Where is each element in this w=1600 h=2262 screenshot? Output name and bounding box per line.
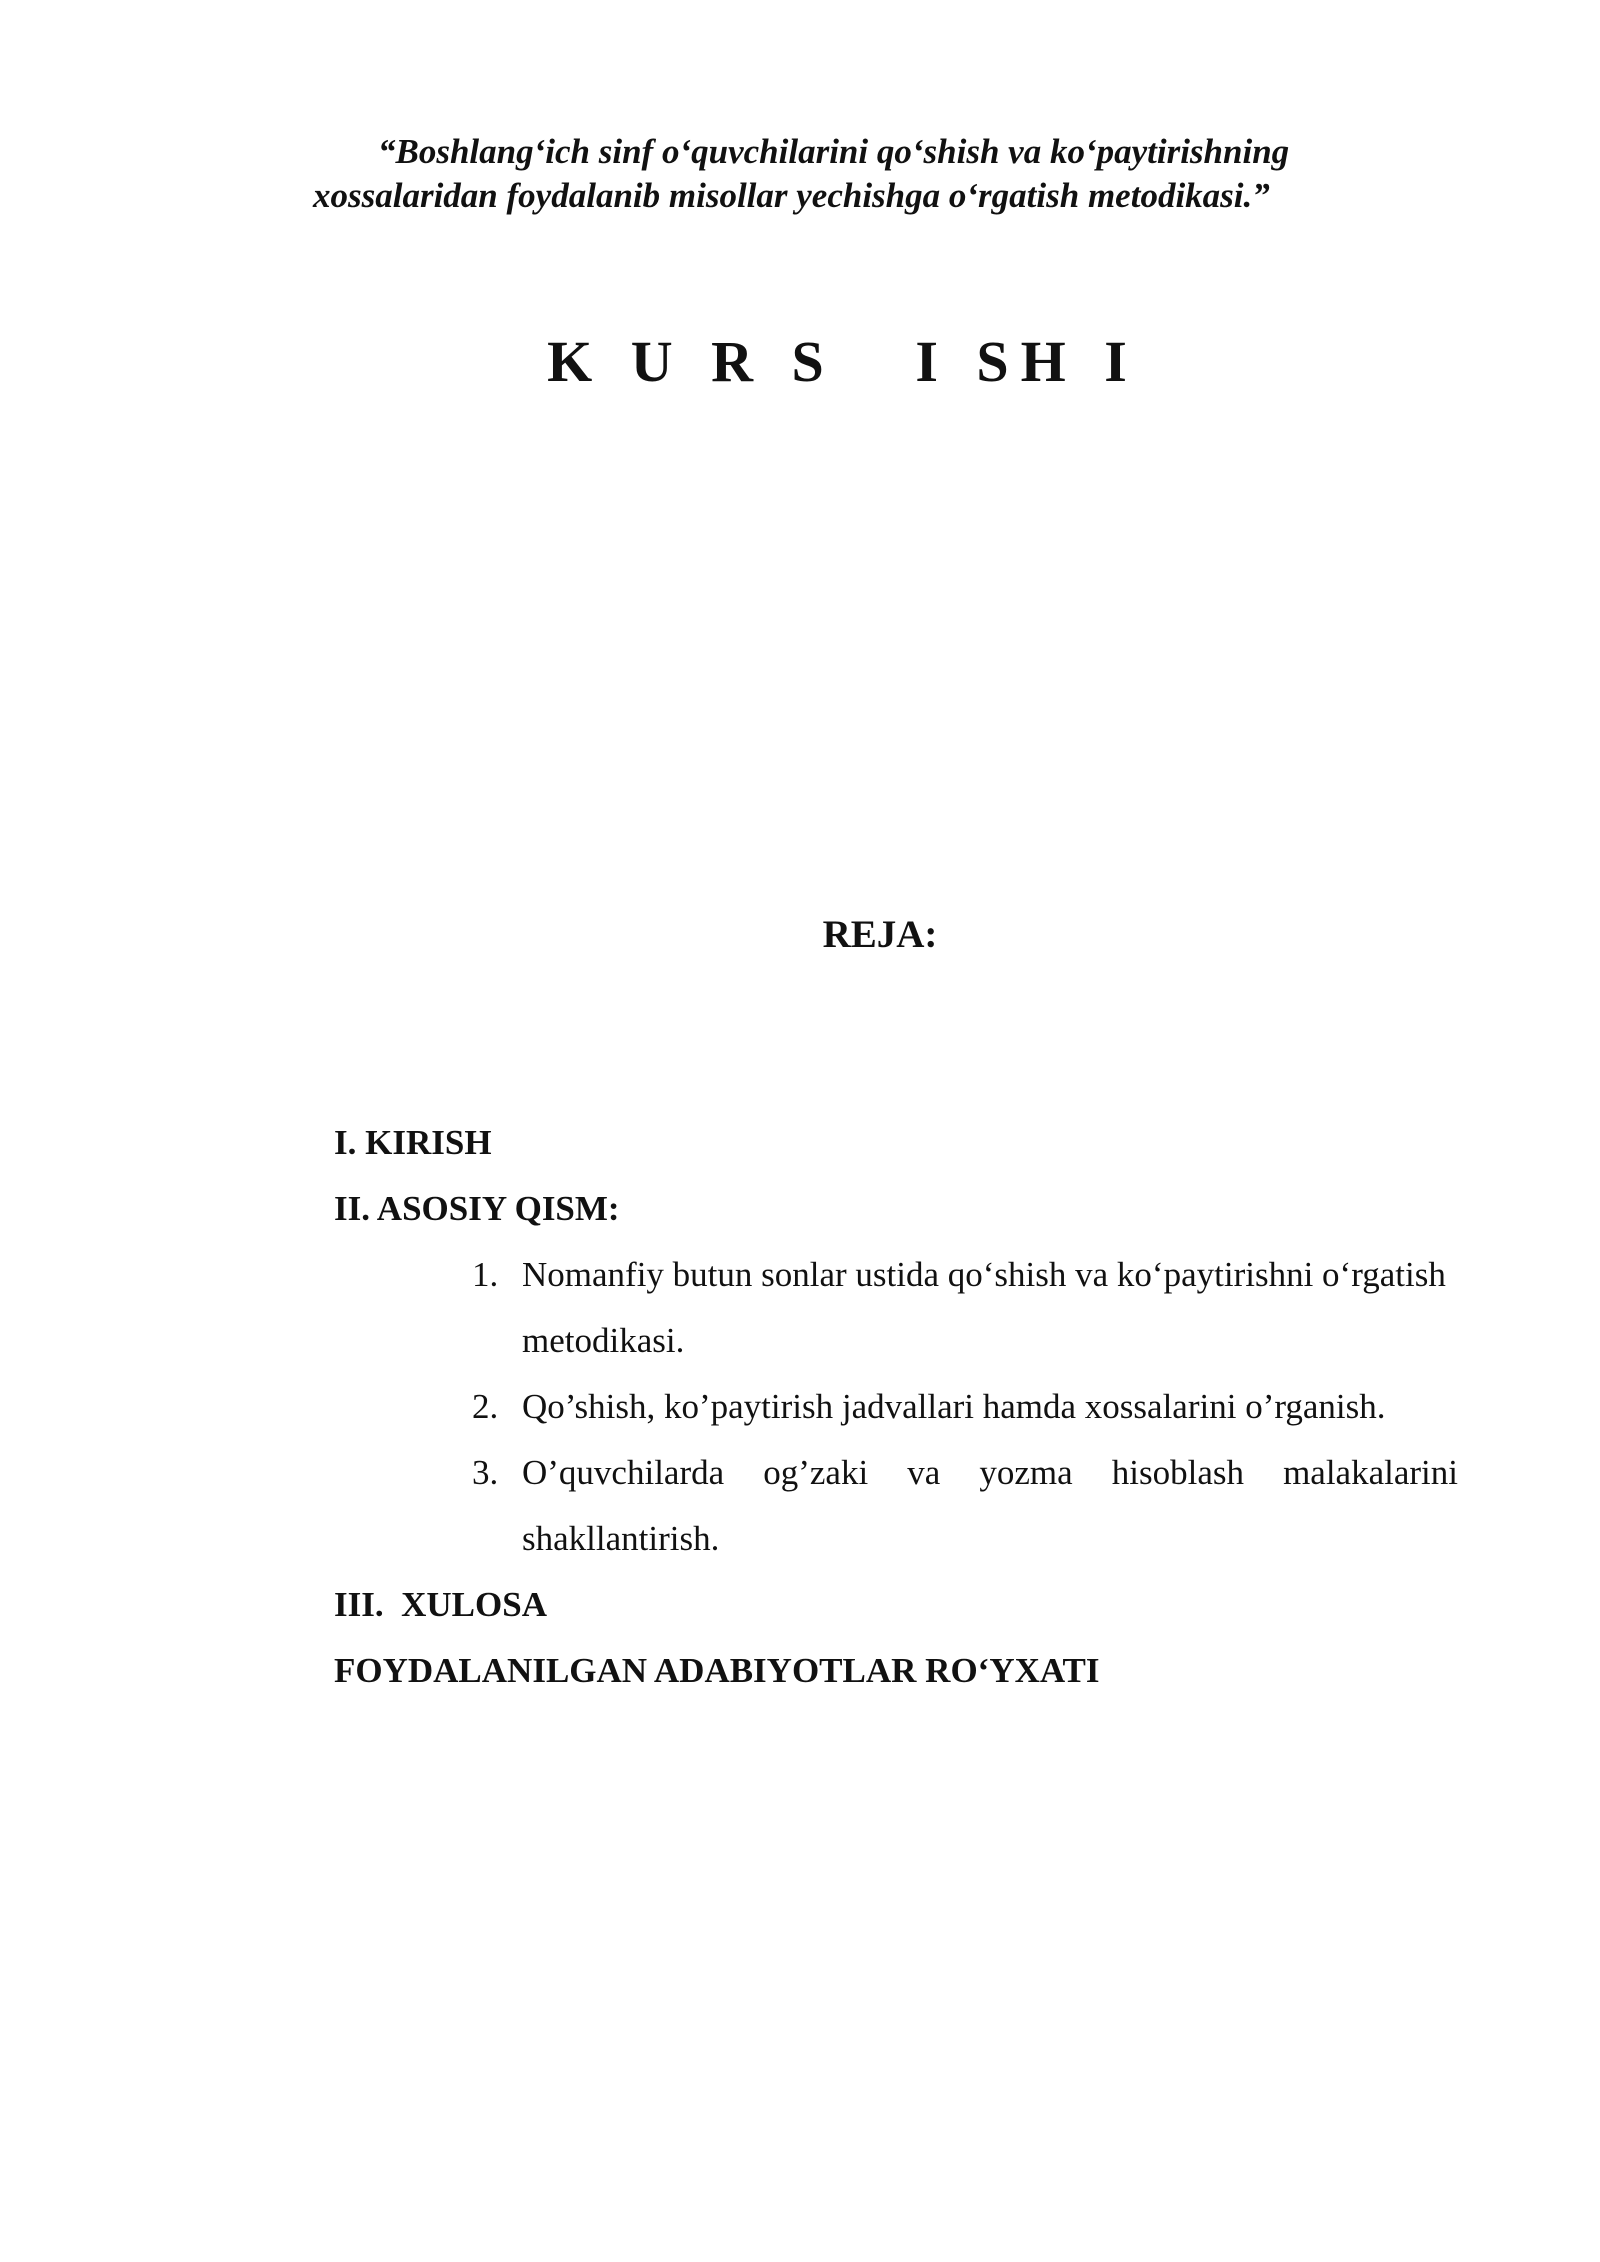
list-item-number: 2.: [472, 1387, 499, 1426]
section-main-part: II. ASOSIY QISM:: [334, 1189, 620, 1228]
plan-outline: [334, 1110, 1458, 1704]
list-item: [472, 1242, 1458, 1374]
list-item-number: 1.: [472, 1255, 499, 1294]
document-title: K U R S I SH I: [547, 329, 1139, 394]
list-item: [472, 1374, 1458, 1440]
topic-line-1: “Boshlang‘ich sinf o‘quvchilarini qo‘shish va ko‘paytirishning: [378, 132, 1290, 171]
section-conclusion: III. XULOSA: [334, 1585, 547, 1624]
section-introduction: I. KIRISH: [334, 1123, 492, 1162]
list-item-text: Nomanfiy butun sonlar ustida qo‘shish va ko‘paytirishni o‘rgatish metodikasi.: [522, 1255, 1446, 1360]
list-item-text: O’quvchilarda og’zaki va yozma hisoblash malakalarini shakllantirish.: [522, 1453, 1458, 1558]
section-references: FOYDALANILGAN ADABIYOTLAR RO‘YXATI: [334, 1651, 1100, 1690]
main-part-items: [334, 1242, 1458, 1572]
topic-line-2: xossalaridan foydalanib misollar yechishga o‘rgatish metodikasi.”: [313, 176, 1270, 215]
list-item: [472, 1440, 1458, 1572]
list-item-text: Qo’shish, ko’paytirish jadvallari hamda xossalarini o’rganish.: [522, 1387, 1386, 1426]
list-item-number: 3.: [472, 1453, 499, 1492]
course-work-topic: [250, 130, 1350, 218]
plan-heading: REJA:: [822, 913, 938, 956]
